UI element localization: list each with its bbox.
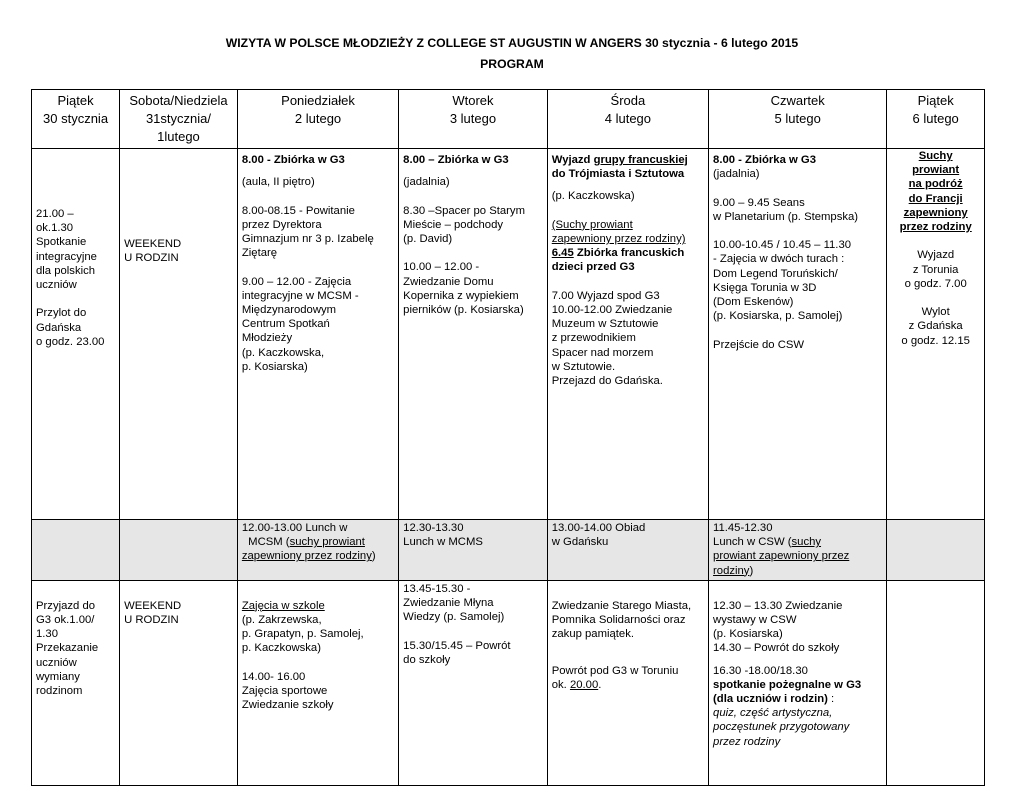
header-friday-6: Piątek 6 lutego xyxy=(887,90,985,149)
cell-fri6-morning: Suchy prowiant na podróż do Francji zapewniony przez rodziny Wyjazd z Torunia o godz. 7.00 Wylot z Gdańska o godz. 12.15 xyxy=(887,149,985,520)
cell-weekend-lunch xyxy=(120,520,238,581)
lunch-row xyxy=(32,520,985,581)
cell-thursday-lunch: 11.45-12.30 Lunch w CSW (suchy prowiant zapewniony przez rodziny) xyxy=(709,520,887,581)
cell-tuesday-lunch: 12.30-13.30 Lunch w MCMS xyxy=(399,520,548,581)
header-monday: Poniedziałek 2 lutego xyxy=(237,90,398,149)
cell-fri30-lunch xyxy=(32,520,120,581)
cell-tuesday-afternoon: 13.45-15.30 - Zwiedzanie Młyna Wiedzy (p. Samolej) 15.30/15.45 – Powrót do szkoły xyxy=(399,580,548,785)
cell-wednesday-lunch: 13.00-14.00 Obiad w Gdańsku xyxy=(547,520,708,581)
cell-wednesday-morning: Wyjazd grupy francuskiej do Trójmiasta i Sztutowa (p. Kaczkowska) (Suchy prowiant zapewniony przez rodziny) 6.45 Zbiórka francuskich dzieci przed G3 7.00 Wyjazd spod G3 10.00-12.00 Zwiedzanie Muzeum w Sztutowie z przewodnikiem Spacer nad morzem w Sztutowie. Przejazd do Gdańska. xyxy=(547,149,708,520)
cell-fri30-afternoon: Przyjazd do G3 ok.1.00/ 1.30 Przekazanie uczniów wymiany rodzinom xyxy=(32,580,120,785)
cell-monday-lunch: 12.00-13.00 Lunch w MCSM (suchy prowiant zapewniony przez rodziny) xyxy=(237,520,398,581)
cell-weekend-morning: WEEKEND U RODZIN xyxy=(120,149,238,520)
cell-weekend-afternoon: WEEKEND U RODZIN xyxy=(120,580,238,785)
morning-row xyxy=(32,149,985,520)
cell-thursday-afternoon: 12.30 – 13.30 Zwiedzanie wystawy w CSW (p. Kosiarska) 14.30 – Powrót do szkoły 16.30 -18.00/18.30 spotkanie pożegnalne w G3 (dla uczniów i rodzin) : quiz, część artystyczna, poczęstunek przygotowany przez rodziny xyxy=(709,580,887,785)
cell-fri30-morning: 21.00 – ok.1.30 Spotkanie integracyjne dla polskich uczniów Przylot do Gdańska o godz. 23.00 xyxy=(32,149,120,520)
cell-monday-morning: 8.00 - Zbiórka w G3 (aula, II piętro) 8.00-08.15 - Powitanie przez Dyrektora Gimnazjum nr 3 p. Izabelę Ziętarę 9.00 – 12.00 - Zajęcia integracyjne w MCSM - Międzynarodowym Centrum Spotkań Młodzieży (p. Kaczkowska, p. Kosiarska) xyxy=(237,149,398,520)
header-thursday: Czwartek 5 lutego xyxy=(709,90,887,149)
cell-thursday-morning: 8.00 - Zbiórka w G3 (jadalnia) 9.00 – 9.45 Seans w Planetarium (p. Stempska) 10.00-10.45 / 10.45 – 11.30 - Zajęcia w dwóch turach : Dom Legend Toruńskich/ Księga Torunia w 3D (Dom Eskenów) (p. Kosiarska, p. Samolej) Przejście do CSW xyxy=(709,149,887,520)
cell-tuesday-morning: 8.00 – Zbiórka w G3 (jadalnia) 8.30 –Spacer po Starym Mieście – podchody (p. David) 10.00 – 12.00 - Zwiedzanie Domu Kopernika z wypiekiem pierników (p. Kosiarska) xyxy=(399,149,548,520)
header-friday-30: Piątek 30 stycznia xyxy=(32,90,120,149)
document-subtitle: PROGRAM xyxy=(480,57,544,71)
document-title: WIZYTA W POLSCE MŁODZIEŻY Z COLLEGE ST AUGUSTIN W ANGERS 30 stycznia - 6 lutego 2015 xyxy=(225,36,799,50)
cell-fri6-lunch xyxy=(887,520,985,581)
header-row xyxy=(32,90,985,149)
cell-wednesday-afternoon: Zwiedzanie Starego Miasta, Pomnika Solidarności oraz zakup pamiątek. Powrót pod G3 w Toruniu ok. 20.00. xyxy=(547,580,708,785)
header-tuesday: Wtorek 3 lutego xyxy=(399,90,548,149)
header-weekend: Sobota/Niedziela 31stycznia/ 1lutego xyxy=(120,90,238,149)
program-table xyxy=(31,89,985,786)
header-wednesday: Środa 4 lutego xyxy=(547,90,708,149)
afternoon-row xyxy=(32,580,985,785)
cell-monday-afternoon: Zajęcia w szkole (p. Zakrzewska, p. Grapatyn, p. Samolej, p. Kaczkowska) 14.00- 16.00 Zajęcia sportowe Zwiedzanie szkoły xyxy=(237,580,398,785)
cell-fri6-afternoon xyxy=(887,580,985,785)
